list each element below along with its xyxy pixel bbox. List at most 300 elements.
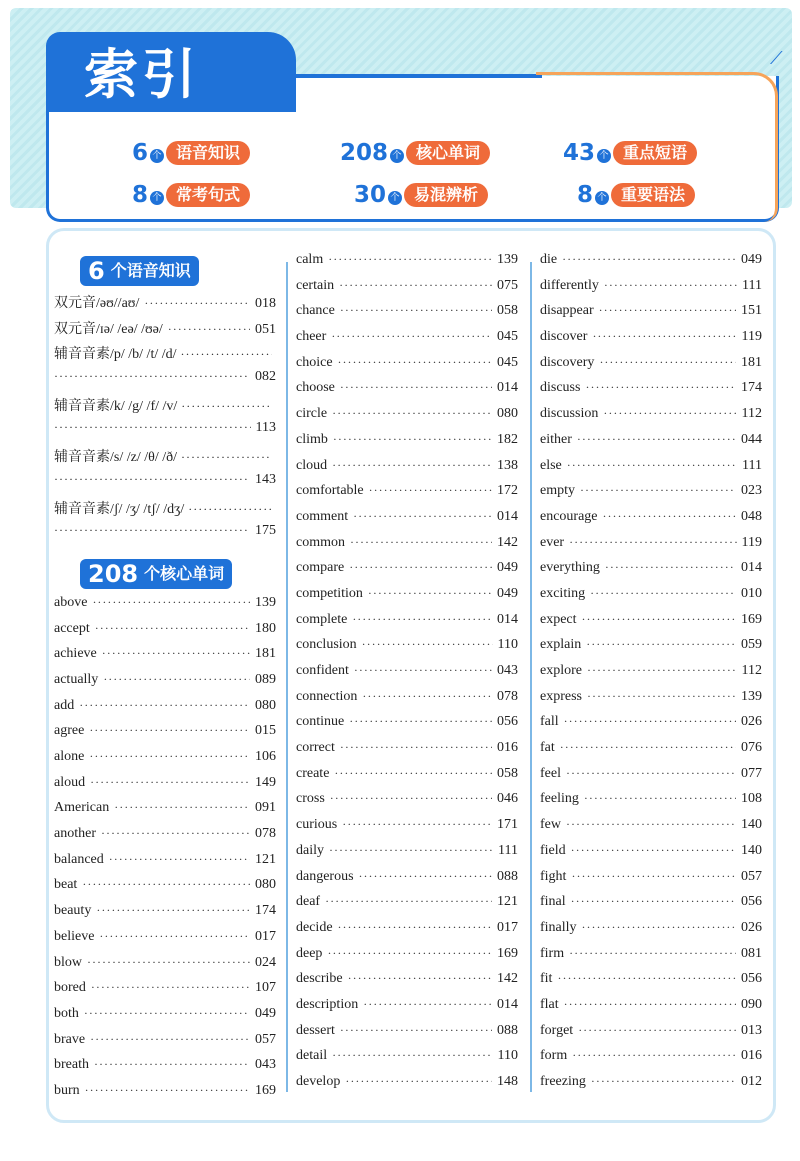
entry-page: 169 [497,945,518,961]
index-entry [54,955,276,981]
entry-page: 121 [497,894,518,910]
word-list [296,252,518,1100]
index-entry [54,852,276,878]
dot-leader [599,303,736,318]
entry-page: 045 [497,354,518,370]
entry-page: 057 [741,868,762,884]
entry-page: 056 [497,714,518,730]
dot-leader [330,791,492,806]
entry-word: add [54,697,75,713]
section-label: 个核心单词 [142,559,232,589]
index-entry [54,672,276,698]
entry-word: fall [540,714,559,730]
entry-word: fight [540,868,567,884]
entry-word: 双元音/ɪə/ /eə/ /ʊə/ [54,321,163,337]
index-entry-continued [54,420,276,446]
entry-word: feeling [540,791,579,807]
index-column-3 [540,252,762,1100]
index-entry [296,252,518,278]
dot-leader [562,252,736,267]
index-entry [296,637,518,663]
index-entry [540,252,762,278]
index-entry [296,1048,518,1074]
index-entry [540,380,762,406]
entry-word: dessert [296,1022,335,1038]
entry-word: fat [540,740,555,756]
dot-leader [168,322,250,337]
entry-page: 016 [741,1048,762,1064]
summary-count: 6 [132,140,149,166]
dot-leader [339,278,492,293]
dot-leader [102,646,250,661]
index-entry [296,714,518,740]
dot-leader [90,775,250,790]
entry-word: agree [54,723,85,739]
entry-word: decide [296,919,333,935]
entry-page: 014 [741,560,762,576]
index-entry [296,740,518,766]
index-entry [54,877,276,903]
summary-label: 语音知识 [166,141,250,165]
index-entry [540,637,762,663]
dot-leader [181,399,272,414]
entry-word: discuss [540,380,581,396]
entry-word: 双元音/əʊ//aʊ/ [54,296,140,311]
entry-word: differently [540,277,599,293]
dot-leader [332,1048,492,1063]
index-entry [540,997,762,1023]
index-entry [540,509,762,535]
index-entry [54,498,276,524]
entry-word: climb [296,431,328,447]
entry-page: 169 [741,611,762,627]
index-entry [540,1074,762,1100]
section-count: 208 [80,559,142,589]
column-divider [530,262,532,1092]
entry-word: die [540,252,558,267]
entry-page: 121 [255,851,276,867]
dot-leader [181,450,272,465]
entry-word: expect [540,611,577,627]
section-label: 个语音知识 [109,256,199,286]
index-entry [540,714,762,740]
entry-page: 139 [741,688,762,704]
entry-page: 111 [742,277,762,293]
entry-page: 106 [255,749,276,764]
entry-page: 089 [255,671,276,687]
index-entry [296,920,518,946]
dot-leader [188,502,272,517]
index-entry [54,621,276,647]
entry-word: aloud [54,774,86,790]
entry-word: 辅音音素/s/ /z/ /θ/ /ð/ [54,450,177,466]
summary-label: 核心单词 [406,141,490,165]
dot-leader [582,920,736,935]
dot-leader [587,663,737,678]
sparkle-icon: ⟋ [770,48,783,69]
dot-leader [54,472,250,487]
entry-word: either [540,431,572,447]
dot-leader [359,869,492,884]
dot-leader [586,637,736,652]
entry-word: cheer [296,329,327,345]
summary-item [132,180,250,210]
entry-word: detail [296,1048,328,1064]
dot-leader [94,1057,250,1072]
dot-leader [103,672,250,687]
entry-page: 112 [741,406,762,422]
dot-leader [87,955,250,970]
summary-item [577,180,695,210]
word-list [54,595,276,1109]
entry-page: 091 [255,800,276,816]
section-heading-phonetics [80,254,276,288]
entry-page: 043 [255,1057,276,1073]
entry-page: 026 [741,714,762,730]
entry-word: American [54,800,110,816]
dot-leader [91,980,250,995]
dot-leader [566,817,736,832]
entry-word: feel [540,765,561,781]
index-entry [54,395,276,421]
dot-leader [340,380,492,395]
entry-page: 110 [497,1048,518,1064]
index-entry [54,723,276,749]
entry-page: 043 [497,663,518,678]
dot-leader [328,252,492,267]
entry-word: beat [54,877,78,893]
entry-page: 113 [255,420,276,436]
entry-page: 045 [497,329,518,345]
entry-word: freezing [540,1074,586,1089]
dot-leader [560,740,736,755]
entry-page: 139 [255,594,276,610]
entry-page: 090 [741,996,762,1012]
entry-page: 080 [497,406,518,422]
index-entry [296,458,518,484]
index-entry [540,817,762,843]
index-entry [296,432,518,458]
entry-word: finally [540,919,577,935]
dot-leader [569,946,736,961]
entry-page: 142 [497,534,518,550]
index-entry [296,791,518,817]
entry-word: deep [296,945,323,961]
entry-word: explain [540,637,582,653]
entry-page: 080 [255,877,276,893]
index-entry [54,1006,276,1032]
entry-word: comment [296,508,349,524]
summary-count: 30 [354,182,387,208]
dot-leader [101,826,250,841]
dot-leader [599,355,736,370]
entry-page: 080 [255,697,276,713]
dot-leader [569,535,736,550]
index-entry [540,612,762,638]
index-entry [540,458,762,484]
index-entry [54,929,276,955]
entry-page: 056 [741,894,762,910]
entry-page: 174 [255,903,276,919]
dot-leader [90,1032,250,1047]
index-entry [296,689,518,715]
entry-word: forget [540,1022,574,1038]
entry-page: 075 [497,277,518,293]
entry-page: 182 [497,431,518,447]
entry-page: 026 [741,919,762,935]
index-column-2 [296,252,518,1100]
section-heading-words [80,557,276,591]
index-entry [296,894,518,920]
entry-word: explore [540,663,582,678]
dot-leader [340,1023,492,1038]
entry-word: else [540,457,562,473]
index-entry [540,791,762,817]
index-entry [54,318,276,344]
index-entry [54,646,276,672]
entry-page: 149 [255,774,276,790]
dot-leader [54,523,250,538]
index-entry [54,980,276,1006]
summary-unit: 个 [595,191,609,205]
index-entry [540,663,762,689]
entry-page: 181 [255,646,276,662]
entry-page: 180 [255,620,276,636]
entry-page: 049 [741,252,762,267]
index-entry [296,971,518,997]
dot-leader [557,971,736,986]
entry-page: 049 [497,585,518,601]
page-title: 索引 [84,43,200,106]
entry-word: compare [296,560,345,576]
dot-leader [338,920,492,935]
index-entry [296,997,518,1023]
dot-leader [566,766,736,781]
entry-page: 023 [741,483,762,499]
dot-leader [84,1006,250,1021]
entry-word: breath [54,1057,89,1073]
entry-word: circle [296,406,328,422]
summary-count: 43 [563,140,596,166]
entry-word: daily [296,842,324,858]
entry-page: 112 [741,663,762,678]
index-entry [296,869,518,895]
dot-leader [571,869,736,884]
entry-page: 088 [497,868,518,884]
entry-word: common [296,534,345,550]
index-entry-continued [54,369,276,395]
entry-page: 174 [741,380,762,396]
dot-leader [580,483,736,498]
dot-leader [109,852,250,867]
entry-word: 辅音音素/k/ /g/ /f/ /v/ [54,398,178,414]
entry-word: another [54,826,96,842]
entry-word: conclusion [296,637,357,653]
dot-leader [85,1083,250,1098]
index-entry [540,869,762,895]
entry-word: beauty [54,903,92,919]
entry-word: flat [540,996,559,1012]
index-entry [296,406,518,432]
summary-item [132,138,250,168]
index-entry [540,766,762,792]
index-entry [540,894,762,920]
entry-word: encourage [540,508,598,524]
entry-word: 辅音音素/ʃ/ /ʒ/ /tʃ/ /dʒ/ [54,501,185,517]
summary-item [563,138,697,168]
dot-leader [352,612,492,627]
dot-leader [349,560,492,575]
dot-leader [327,946,492,961]
dot-leader [571,843,736,858]
summary-count: 208 [340,140,389,166]
entry-page: 049 [497,560,518,576]
dot-leader [592,329,736,344]
dot-leader [578,1023,736,1038]
entry-page: 051 [255,321,276,337]
summary-label: 常考句式 [166,183,250,207]
entry-word: empty [540,483,575,499]
entry-word: fit [540,971,553,987]
dot-leader [340,303,492,318]
index-entry [296,329,518,355]
entry-page: 138 [497,457,518,473]
dot-leader [99,929,250,944]
entry-page: 078 [255,826,276,842]
index-entry [540,971,762,997]
dot-leader [144,296,250,311]
summary-item [340,138,490,168]
entry-word: chance [296,303,335,319]
entry-word: actually [54,671,99,687]
entry-word: complete [296,611,348,627]
index-entry [54,446,276,472]
summary-label: 重点短语 [613,141,697,165]
entry-page: 056 [741,971,762,987]
dot-leader [353,509,492,524]
index-entry [540,483,762,509]
dot-leader [564,714,736,729]
dot-leader [333,432,492,447]
entry-page: 175 [255,523,276,539]
dot-leader [348,971,492,986]
entry-word: express [540,688,582,704]
entry-page: 014 [497,996,518,1012]
index-entry [54,1057,276,1083]
index-entry [296,766,518,792]
dot-leader [362,637,493,652]
entry-word: firm [540,945,565,961]
entry-page: 111 [742,457,762,473]
index-entry [540,689,762,715]
dot-leader [582,612,736,627]
dot-leader [79,698,250,713]
entry-word: certain [296,277,335,293]
dot-leader [362,689,492,704]
index-entry [54,775,276,801]
dot-leader [605,560,736,575]
entry-page: 076 [741,740,762,756]
entry-page: 077 [741,765,762,781]
entry-word: create [296,765,330,781]
index-entry [540,1023,762,1049]
entry-page: 017 [255,928,276,944]
index-entry [54,343,276,369]
column-divider [286,262,288,1092]
entry-page: 016 [497,740,518,756]
summary-divider [296,74,542,78]
entry-page: 057 [255,1031,276,1047]
dot-leader [345,1074,492,1089]
entry-word: competition [296,585,363,601]
entry-page: 140 [741,817,762,833]
index-entry [540,1048,762,1074]
index-entry [540,329,762,355]
dot-leader [369,483,492,498]
entry-word: field [540,842,566,858]
entry-page: 172 [497,483,518,499]
index-entry [540,406,762,432]
entry-page: 151 [741,303,762,319]
entry-word: alone [54,749,85,764]
summary-label: 易混辨析 [404,183,488,207]
dot-leader [587,689,736,704]
entry-page: 048 [741,508,762,524]
index-entry [296,586,518,612]
dot-leader [585,380,736,395]
entry-word: bored [54,980,86,996]
dot-leader [54,369,250,384]
index-entry [296,817,518,843]
entry-page: 119 [741,534,762,550]
dot-leader [591,1074,736,1089]
entry-word: description [296,996,359,1012]
dot-leader [54,420,251,435]
entry-word: few [540,817,561,833]
dot-leader [325,894,492,909]
index-entry [54,698,276,724]
entry-word: ever [540,534,565,550]
entry-word: discover [540,329,588,345]
entry-page: 082 [255,369,276,385]
index-entry [296,380,518,406]
entry-word: deaf [296,894,321,910]
index-entry [540,355,762,381]
entry-page: 140 [741,842,762,858]
entry-word: 辅音音素/p/ /b/ /t/ /d/ [54,347,177,363]
index-entry [54,292,276,318]
summary-label: 重要语法 [611,183,695,207]
entry-word: dangerous [296,868,354,884]
entry-page: 059 [741,637,762,653]
index-entry [296,278,518,304]
index-entry-continued [54,472,276,498]
index-entry [540,303,762,329]
entry-word: choose [296,380,335,396]
entry-word: develop [296,1074,341,1089]
entry-page: 107 [255,980,276,996]
index-entry [54,1032,276,1058]
entry-word: correct [296,740,335,756]
index-entry [54,826,276,852]
entry-page: 143 [255,471,276,487]
index-entry [540,586,762,612]
index-entry [296,612,518,638]
summary-count: 8 [577,182,594,208]
entry-word: confident [296,663,349,678]
summary-unit: 个 [388,191,402,205]
entry-word: form [540,1048,568,1064]
